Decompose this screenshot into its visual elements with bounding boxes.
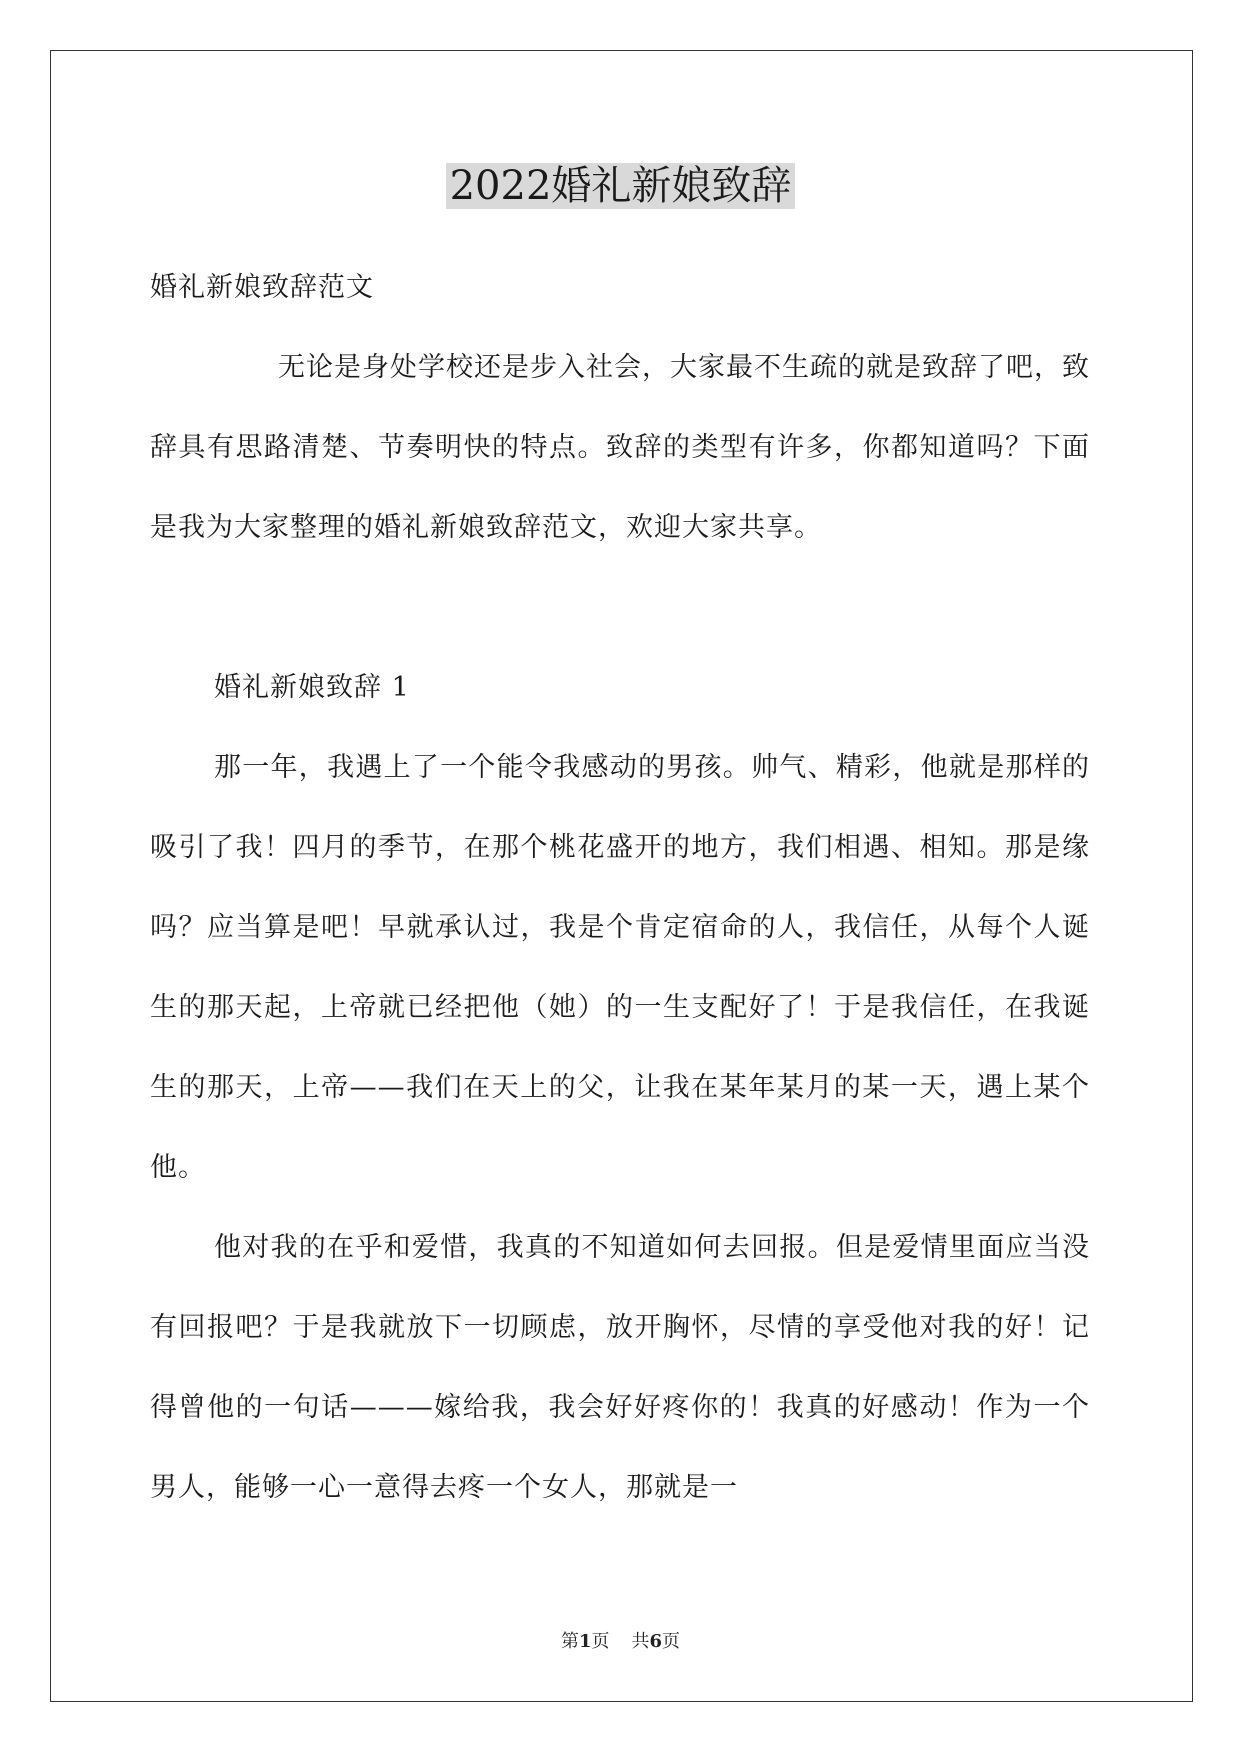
page-suffix: 页 bbox=[591, 1631, 610, 1652]
total-suffix: 页 bbox=[662, 1631, 681, 1652]
document-body bbox=[150, 248, 1090, 1528]
body-paragraph: 他对我的在乎和爱惜，我真的不知道如何去回报。但是爱情里面应当没有回报吧？于是我就放下一切顾虑，放开胸怀，尽情的享受他对我的好！记得曾他的一句话———嫁给我，我会好好疼你的！我真的好感动！作为一个男人，能够一心一意得去疼一个女人，那就是一 bbox=[150, 1232, 1090, 1503]
document-title bbox=[0, 158, 1241, 214]
total-pages: 6 bbox=[649, 1631, 663, 1652]
document-subtitle: 婚礼新娘致辞范文 bbox=[150, 272, 374, 303]
blank-line bbox=[150, 568, 1090, 648]
page-prefix: 第 bbox=[560, 1631, 579, 1652]
intro-paragraph: 无论是身处学校还是步入社会，大家最不生疏的就是致辞了吧，致辞具有思路清楚、节奏明快的特点。致辞的类型有许多，你都知道吗？下面是我为大家整理的婚礼新娘致辞范文，欢迎大家共享。 bbox=[150, 352, 1090, 543]
page-number: 1 bbox=[578, 1631, 592, 1652]
page-footer bbox=[0, 1630, 1241, 1654]
total-prefix: 共 bbox=[631, 1631, 650, 1652]
body-paragraph: 那一年，我遇上了一个能令我感动的男孩。帅气、精彩，他就是那样的吸引了我！四月的季节，在那个桃花盛开的地方，我们相遇、相知。那是缘吗？应当算是吧！早就承认过，我是个肯定宿命的人，我信任，从每个人诞生的那天起，上帝就已经把他（她）的一生支配好了！于是我信任，在我诞生的那天，上帝——我们在天上的父，让我在某年某月的某一天，遇上某个他。 bbox=[150, 752, 1090, 1183]
document-title-text: 2022婚礼新娘致辞 bbox=[446, 163, 796, 209]
section-heading: 婚礼新娘致辞 1 bbox=[214, 672, 410, 703]
